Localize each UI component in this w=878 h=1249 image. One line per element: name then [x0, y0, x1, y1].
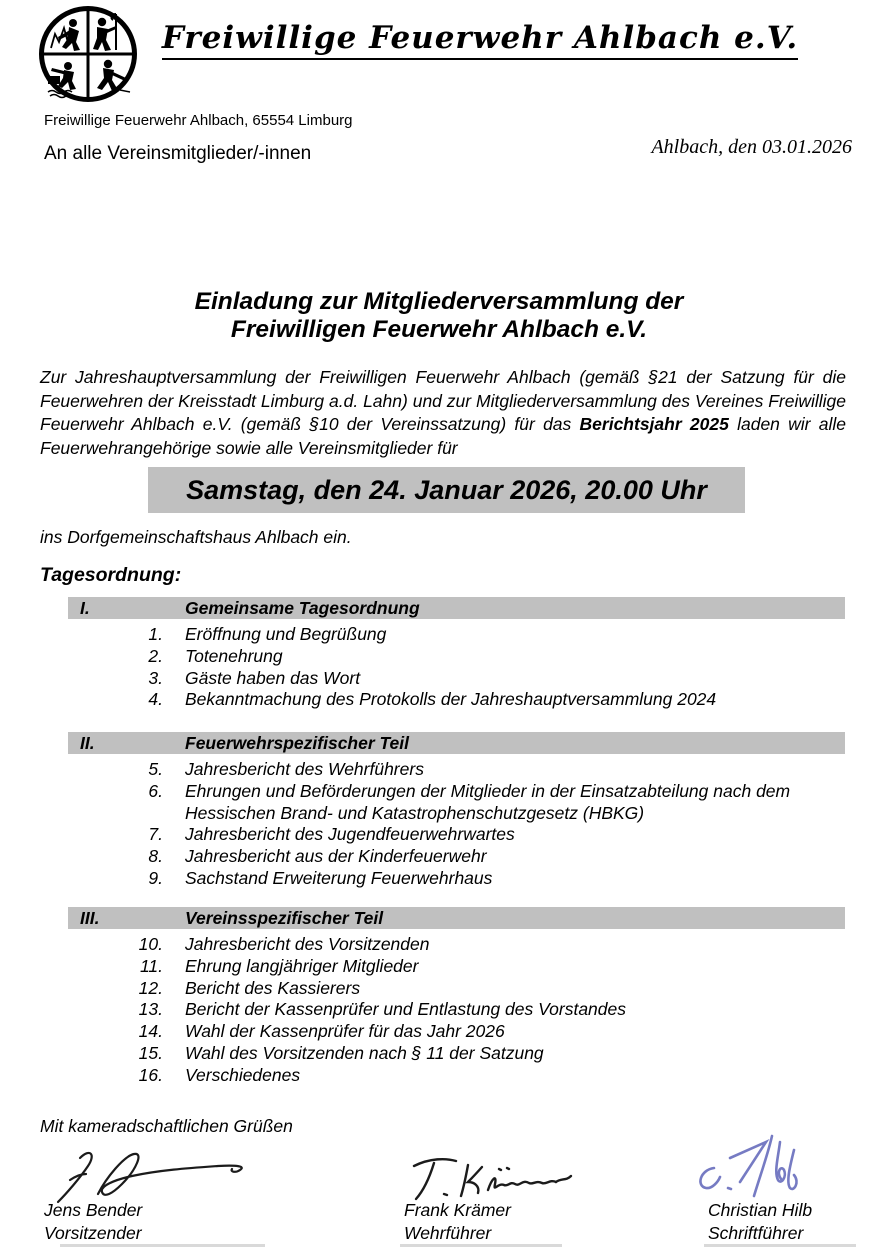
- closing-salutation: Mit kameradschaftlichen Grüßen: [40, 1116, 293, 1136]
- section-title: Feuerwehrspezifischer Teil: [185, 732, 410, 753]
- intro-paragraph: [40, 366, 846, 460]
- agenda-item: [68, 759, 845, 781]
- agenda-item: [68, 978, 845, 1000]
- signer-block-schriftfuehrer: [708, 1199, 812, 1245]
- frank-kraemer-signature-icon: [398, 1152, 588, 1204]
- item-number: 2.: [148, 645, 163, 666]
- agenda-item: [68, 934, 845, 956]
- invitation-title-line2: Freiwilligen Feuerwehr Ahlbach e.V.: [230, 316, 648, 343]
- intro-text-before: Zur Jahreshauptversammlung der Freiwilligen Feuerwehr Ahlbach (gemäß §21 der Satzung für die Feuerwehren der Kreisstadt Limburg a.d. Lahn) und zur Mitgliederversammlung des Vereines Freiwillige Feuerwehr Ahlbach e.V. (gemäß §10 der Vereinssatzung) für das: [40, 367, 846, 434]
- item-number: 1.: [148, 624, 163, 644]
- item-number: 7.: [148, 824, 163, 845]
- signer-name: Christian Hilb: [708, 1200, 813, 1220]
- item-number: 14.: [138, 1021, 163, 1042]
- event-location-line: ins Dorfgemeinschaftshaus Ahlbach ein.: [40, 527, 352, 547]
- item-number: 4.: [148, 689, 163, 710]
- item-number: 13.: [138, 999, 163, 1020]
- agenda-item: [68, 1021, 845, 1043]
- item-text: Ehrungen und Beförderungen der Mitglieder in der Einsatzabteilung nach dem Hessischen Brand- und Katastrophenschutzgesetz (HBKG): [185, 780, 791, 823]
- item-number: 3.: [148, 667, 163, 688]
- item-text: Jahresbericht des Jugendfeuerwehrwartes: [185, 824, 515, 845]
- page-bottom-cutoff: [704, 1244, 856, 1247]
- sender-line: Freiwillige Feuerwehr Ahlbach, 65554 Limburg: [44, 112, 353, 129]
- org-title: Freiwillige Feuerwehr Ahlbach e.V.: [150, 20, 810, 56]
- intro-bold-report-year: Berichtsjahr 2025: [579, 414, 729, 434]
- item-text: Wahl des Vorsitzenden nach § 11 der Satzung: [185, 1042, 544, 1063]
- item-text: Verschiedenes: [185, 1064, 301, 1085]
- page-bottom-cutoff: [60, 1244, 265, 1247]
- signer-name: Frank Krämer: [404, 1200, 511, 1220]
- section-numeral: I.: [80, 597, 90, 618]
- section-title: Gemeinsame Tagesordnung: [185, 597, 420, 618]
- agenda-item: [68, 999, 845, 1021]
- agenda-item: [68, 646, 845, 668]
- fire-brigade-emblem-icon: [38, 6, 138, 102]
- item-text: Eröffnung und Begrüßung: [185, 624, 387, 644]
- agenda-item: [68, 1043, 845, 1065]
- agenda-item: [68, 668, 845, 690]
- agenda-item: [68, 846, 845, 868]
- agenda-heading: Tagesordnung:: [40, 564, 182, 586]
- agenda-item: [68, 781, 845, 825]
- section-header-bar: [68, 907, 845, 929]
- section-header-bar: [68, 732, 845, 754]
- item-number: 10.: [138, 934, 163, 954]
- agenda-item: [68, 1065, 845, 1087]
- item-text: Gäste haben das Wort: [185, 667, 361, 688]
- section-numeral: III.: [80, 907, 100, 928]
- item-number: 8.: [148, 846, 163, 867]
- item-number: 9.: [148, 867, 163, 888]
- item-text: Sachstand Erweiterung Feuerwehrhaus: [185, 867, 493, 888]
- agenda-item: [68, 824, 845, 846]
- item-number: 11.: [139, 955, 163, 976]
- item-number: 5.: [148, 759, 163, 779]
- agenda-item: [68, 624, 845, 646]
- item-text: Ehrung langjähriger Mitglieder: [185, 955, 419, 976]
- intro-text-after: laden wir alle Feuerwehrangehörige sowie alle Vereinsmitglieder für: [40, 414, 847, 458]
- signer-role: Vorsitzender: [44, 1223, 142, 1243]
- item-number: 12.: [138, 977, 163, 998]
- jens-bender-signature-icon: [40, 1140, 275, 1208]
- item-text: Totenehrung: [185, 645, 283, 666]
- section-numeral: II.: [80, 732, 95, 753]
- agenda-section-2: [68, 732, 845, 890]
- agenda-item: [68, 689, 845, 711]
- item-text: Bericht der Kassenprüfer und Entlastung des Vorstandes: [185, 999, 627, 1020]
- signer-role: Schriftführer: [708, 1223, 804, 1243]
- item-text: Jahresbericht des Wehrführers: [185, 759, 424, 779]
- agenda-section-3: [68, 907, 845, 1087]
- section-title: Vereinsspezifischer Teil: [185, 907, 384, 928]
- agenda-section-1: [68, 597, 845, 711]
- item-number: 6.: [148, 780, 163, 801]
- letter-date: Ahlbach, den 03.01.2026: [651, 136, 852, 158]
- signer-role: Wehrführer: [404, 1223, 492, 1243]
- item-text: Jahresbericht des Vorsitzenden: [185, 934, 430, 954]
- item-number: 15.: [138, 1042, 163, 1063]
- event-datetime-highlight: Samstag, den 24. Januar 2026, 20.00 Uhr: [148, 467, 745, 513]
- item-text: Bekanntmachung des Protokolls der Jahreshauptversammlung 2024: [185, 689, 717, 710]
- signer-name: Jens Bender: [44, 1200, 143, 1220]
- item-text: Wahl der Kassenprüfer für das Jahr 2026: [185, 1021, 505, 1042]
- agenda-item: [68, 868, 845, 890]
- invitation-title: [0, 288, 878, 344]
- section-header-bar: [68, 597, 845, 619]
- christian-hilb-signature-icon: [686, 1130, 806, 1210]
- signer-block-wehrfuehrer: [404, 1199, 511, 1245]
- page-bottom-cutoff: [400, 1244, 562, 1247]
- item-text: Jahresbericht aus der Kinderfeuerwehr: [185, 846, 487, 867]
- item-number: 16.: [138, 1064, 163, 1085]
- recipient-line: An alle Vereinsmitglieder/-innen: [44, 143, 312, 164]
- invitation-title-line1: Einladung zur Mitgliederversammlung der: [194, 288, 684, 315]
- agenda-item: [68, 956, 845, 978]
- item-text: Bericht des Kassierers: [185, 977, 361, 998]
- signer-block-vorsitzender: [44, 1199, 142, 1245]
